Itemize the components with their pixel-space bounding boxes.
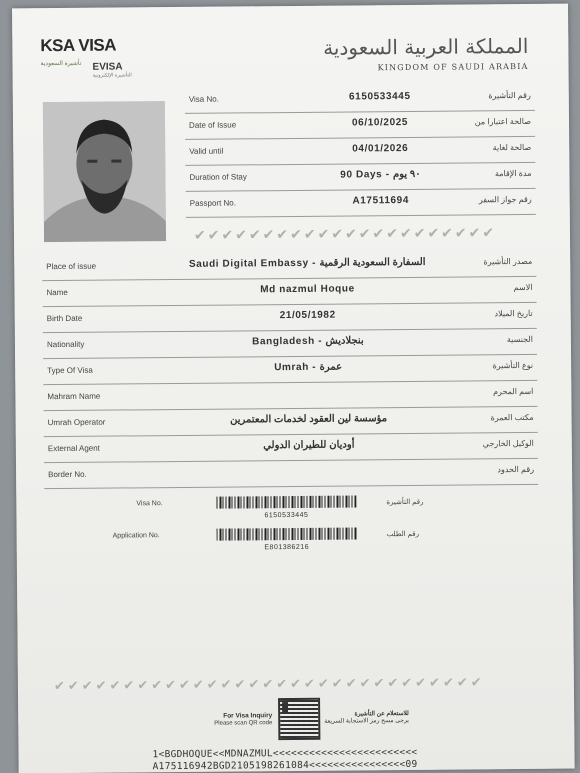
field-label: Valid until — [189, 146, 224, 156]
evisa-logo-text: EVISA — [92, 61, 123, 73]
field-label-arabic: رقم جواز السفر — [478, 194, 532, 205]
field-value: مؤسسة لين العقود لخدمات المعتمرين — [230, 413, 388, 426]
field-value: 6150533445 — [348, 90, 411, 103]
evisa-logo-sub: التأشيرة الإلكترونية — [92, 72, 132, 79]
qr-code[interactable] — [278, 698, 320, 740]
field-label: Birth Date — [46, 313, 83, 324]
passport-number-row — [186, 188, 536, 218]
field-value: A17511694 — [352, 194, 410, 207]
visa-inquiry-arabic — [324, 711, 409, 726]
field-value — [164, 465, 454, 468]
field-label: Type Of Visa — [47, 365, 93, 376]
field-label: Umrah Operator — [47, 417, 106, 428]
visa-barcode — [216, 495, 356, 508]
field-value: 06/10/2025 — [351, 116, 409, 129]
border-number-row — [44, 458, 538, 489]
visa-document — [12, 4, 575, 773]
field-label: Place of issue — [46, 261, 97, 272]
mrz-line-2: A175116942BGD2105198261084<<<<<<<<<<<<<<<<09 — [152, 758, 418, 773]
field-label: Passport No. — [189, 198, 237, 208]
security-checkmarks: ✔✔✔✔✔✔✔✔✔✔✔✔✔✔✔✔✔✔✔✔✔✔ — [193, 224, 497, 243]
field-label: External Agent — [47, 443, 100, 454]
field-label: Mahram Name — [47, 391, 101, 402]
kingdom-title-arabic: المملكة العربية السعودية — [323, 33, 529, 60]
field-value: أوديان للطيران الدولي — [263, 439, 355, 452]
inquiry-sub-arabic: يرجى مسح رمز الاستجابة السريعة — [324, 717, 409, 725]
portrait-image — [43, 101, 166, 242]
field-label-arabic: اسم المحرم — [493, 386, 534, 397]
field-label: Nationality — [46, 339, 85, 350]
field-label: Date of Issue — [188, 120, 237, 130]
field-value: 04/01/2026 — [352, 142, 409, 155]
field-value: 90 Days - ٩٠ يوم — [340, 168, 421, 181]
application-barcode-label: Application No. — [112, 532, 160, 540]
field-label: Duration of Stay — [189, 172, 247, 182]
inquiry-sub-english: Please scan QR code — [214, 720, 273, 727]
field-value: Saudi Digital Embassy - السفارة السعودية الرقمية — [188, 256, 426, 270]
field-label: Border No. — [48, 469, 87, 480]
ksa-visa-logo-text: KSA VISA — [40, 35, 117, 56]
field-label-arabic: مكتب العمرة — [490, 412, 534, 423]
field-value: Md nazmul Hoque — [260, 283, 355, 296]
field-label-arabic: مدة الإقامة — [494, 168, 532, 179]
field-value — [163, 387, 453, 390]
visa-barcode-number: 6150533445 — [264, 511, 309, 520]
kingdom-title-english: KINGDOM OF SAUDI ARABIA — [377, 61, 529, 73]
passport-photo — [43, 101, 166, 242]
field-label-arabic: رقم التأشيرة — [488, 90, 531, 101]
mrz-line-1: 1<BGDHOQUE<<MDNAZMUL<<<<<<<<<<<<<<<<<<<<<<<< — [152, 746, 418, 761]
field-label: Name — [46, 287, 68, 298]
field-label-arabic: الاسم — [513, 282, 533, 293]
field-value: 21/05/1982 — [279, 309, 336, 322]
inquiry-title-arabic: للاستعلام عن التأشيرة — [354, 710, 409, 718]
ksa-visa-logo-sub: تأشيرة السعودية — [40, 60, 82, 68]
visa-inquiry-english — [214, 712, 272, 728]
application-barcode-number: E801386216 — [264, 543, 310, 552]
field-label-arabic: تاريخ الميلاد — [494, 308, 533, 319]
field-label-arabic: صالحة اعتبارا من — [474, 116, 532, 127]
visa-barcode-label: Visa No. — [136, 500, 163, 508]
inquiry-title-english: For Visa Inquiry — [223, 712, 273, 720]
visa-barcode-label-arabic: رقم التأشيرة — [386, 498, 424, 507]
field-label-arabic: الجنسية — [506, 334, 533, 345]
field-value: Umrah - عمرة — [274, 361, 343, 374]
application-barcode-label-arabic: رقم الطلب — [386, 530, 419, 539]
field-label-arabic: رقم الحدود — [497, 464, 535, 475]
field-label: Visa No. — [188, 94, 219, 104]
evisa-logo — [92, 61, 131, 78]
application-barcode — [217, 527, 357, 540]
security-checkmarks-bottom: ✔✔✔✔✔✔✔✔✔✔✔✔✔✔✔✔✔✔✔✔✔✔✔✔✔✔✔✔✔✔✔ — [53, 674, 485, 694]
field-label-arabic: الوكيل الخارجي — [482, 438, 534, 449]
field-label-arabic: صالحة لغاية — [492, 142, 532, 153]
field-label-arabic: مصدر التأشيرة — [483, 256, 533, 267]
field-value: Bangladesh - بنجلاديش — [252, 335, 364, 348]
field-label-arabic: نوع التأشيرة — [492, 360, 534, 371]
